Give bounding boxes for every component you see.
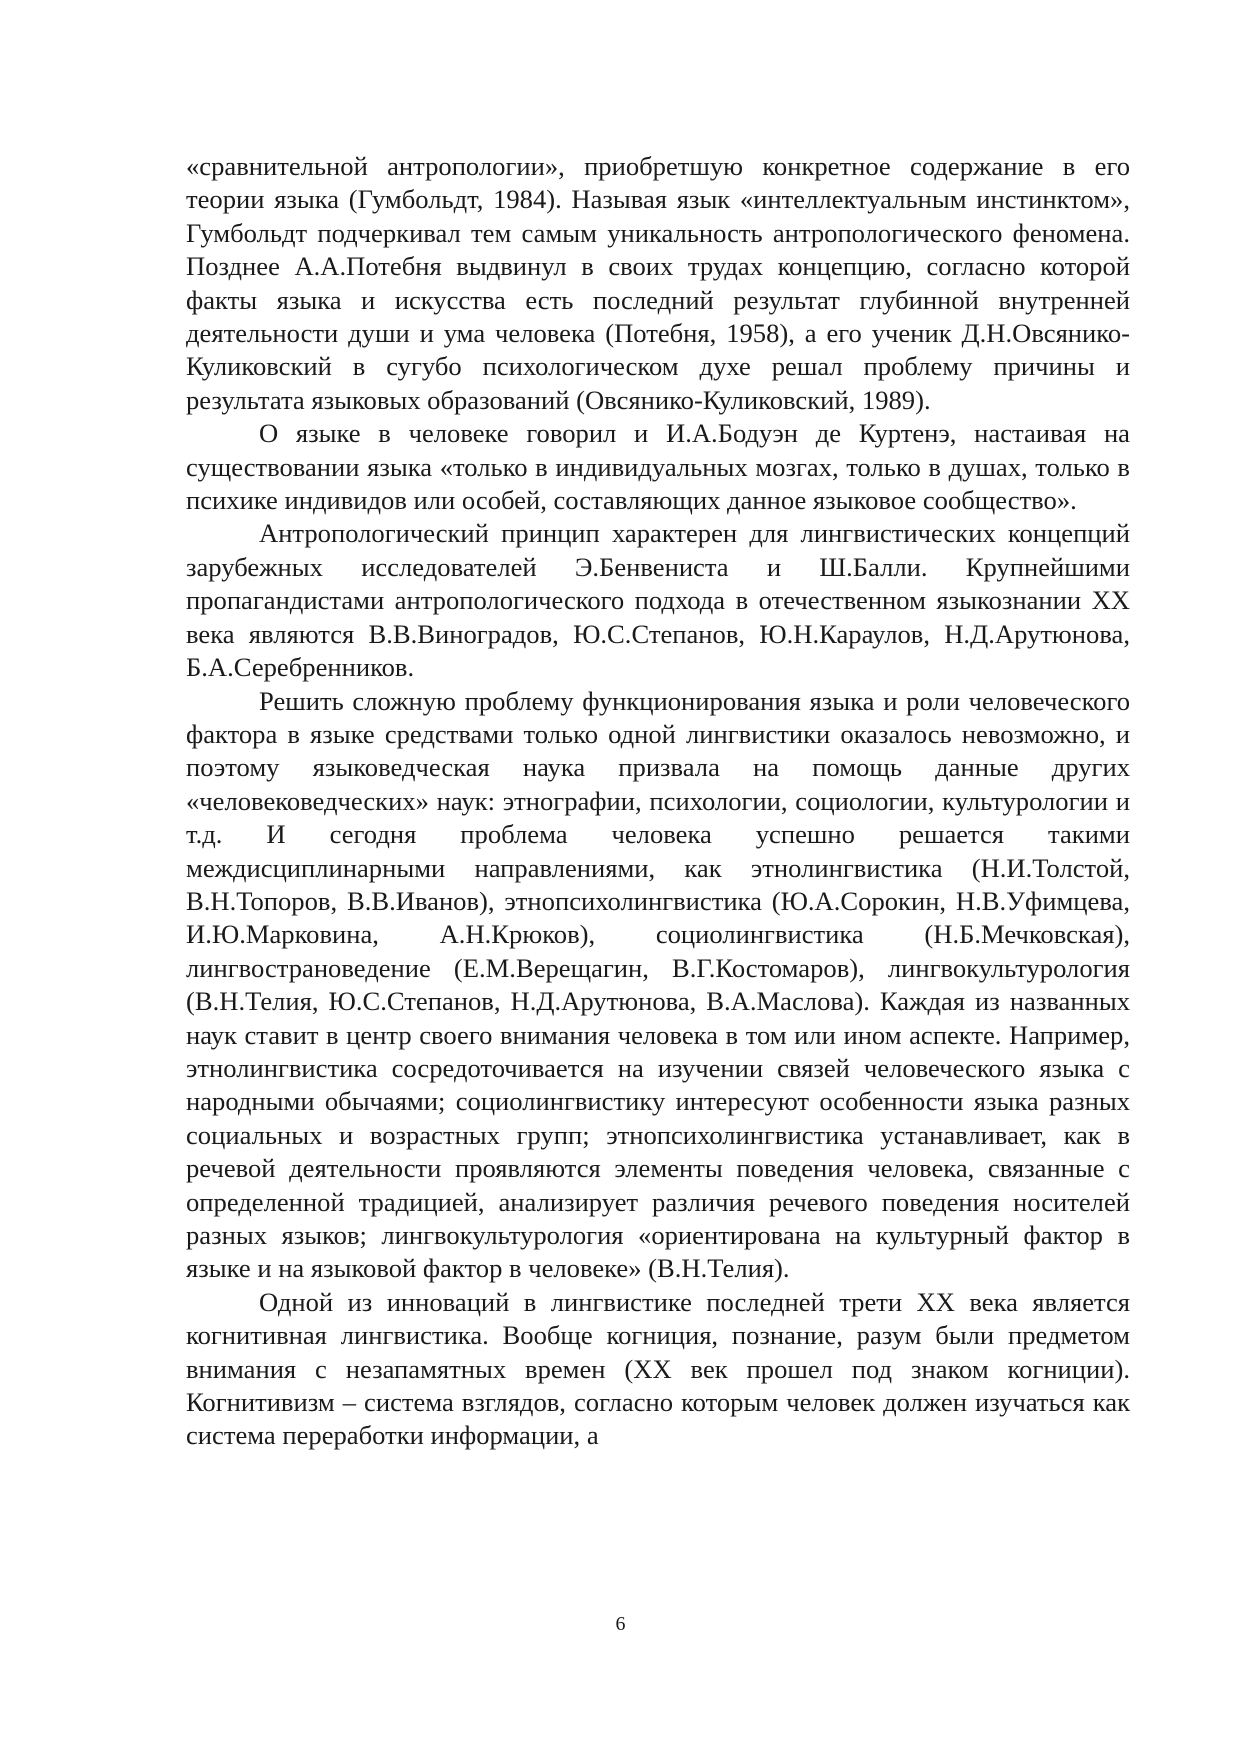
paragraph-2: О языке в человеке говорил и И.А.Бодуэн де Куртенэ, настаивая на существовании языка «только в индивидуальных мозгах, только в душах, только в психике индивидов или особей, составляющих данное языковое сообщество».: [186, 418, 1130, 516]
paragraph-4: Решить сложную проблему функционирования языка и роли человеческого фактора в языке средствами только одной лингвистики оказалось невозможно, и поэтому языковедческая наука призвала на помощь данные других «человековедческих» наук: этнографии, психологии, социологии, культурологии и т.д. И сегодня проблема человека успешно решается такими междисциплинарными направлениями, как этнолингвистика (Н.И.Толстой, В.Н.Топоров, В.В.Иванов), этнопсихолингвистика (Ю.А.Сорокин, Н.В.Уфимцева, И.Ю.Марковина, А.Н.Крюков), социолингвистика (Н.Б.Мечковская), лингвострановедение (Е.М.Верещагин, В.Г.Костомаров), лингвокультурология (В.Н.Телия, Ю.С.Степанов, Н.Д.Арутюнова, В.А.Маслова). Каждая из названных наук ставит в центр своего внимания человека в том или ином аспекте. Например, этнолингвистика сосредоточивается на изучении связей человеческого языка с народными обычаями; социолингвистику интересуют особенности языка разных социальных и возрастных групп; этнопсихолингвистика устанавливает, как в речевой деятельности проявляются элементы поведения человека, связанные с определенной традицией, анализирует различия речевого поведения носителей разных языков; лингвокультурология «ориентирована на культурный фактор в языке и на языковой фактор в человеке» (В.Н.Телия).: [186, 685, 1130, 1284]
paragraph-3: Антропологический принцип характерен для лингвистических концепций зарубежных исследователей Э.Бенвениста и Ш.Балли. Крупнейшими пропагандистами антропологического подхода в отечественном языкознании ХХ века являются В.В.Виноградов, Ю.С.Степанов, Ю.Н.Караулов, Н.Д.Арутюнова, Б.А.Серебренников.: [186, 518, 1130, 683]
paragraph-5: Одной из инноваций в лингвистике последней трети ХХ века является когнитивная лингвистика. Вообще когниция, познание, разум были предметом внимания с незапамятных времен (ХХ век прошел под знаком когниции). Когнитивизм – система взглядов, согласно которым человек должен изучаться как система переработки информации, а: [186, 1286, 1130, 1451]
page-number: 6: [615, 1613, 626, 1635]
paragraph-1: «сравнительной антропологии», приобретшую конкретное содержание в его теории языка (Гумбольдт, 1984). Называя язык «интеллектуальным инстинктом», Гумбольдт подчеркивал тем самым уникальность антропологического феномена. Позднее А.А.Потебня выдвинул в своих трудах концепцию, согласно которой факты языка и искусства есть последний результат глубинной внутренней деятельности души и ума человека (Потебня, 1958), а его ученик Д.Н.Овсянико-Куликовский в сугубо психологическом духе решал проблему причины и результата языковых образований (Овсянико-Куликовский, 1989).: [186, 151, 1130, 415]
document-body: [186, 150, 1130, 1453]
